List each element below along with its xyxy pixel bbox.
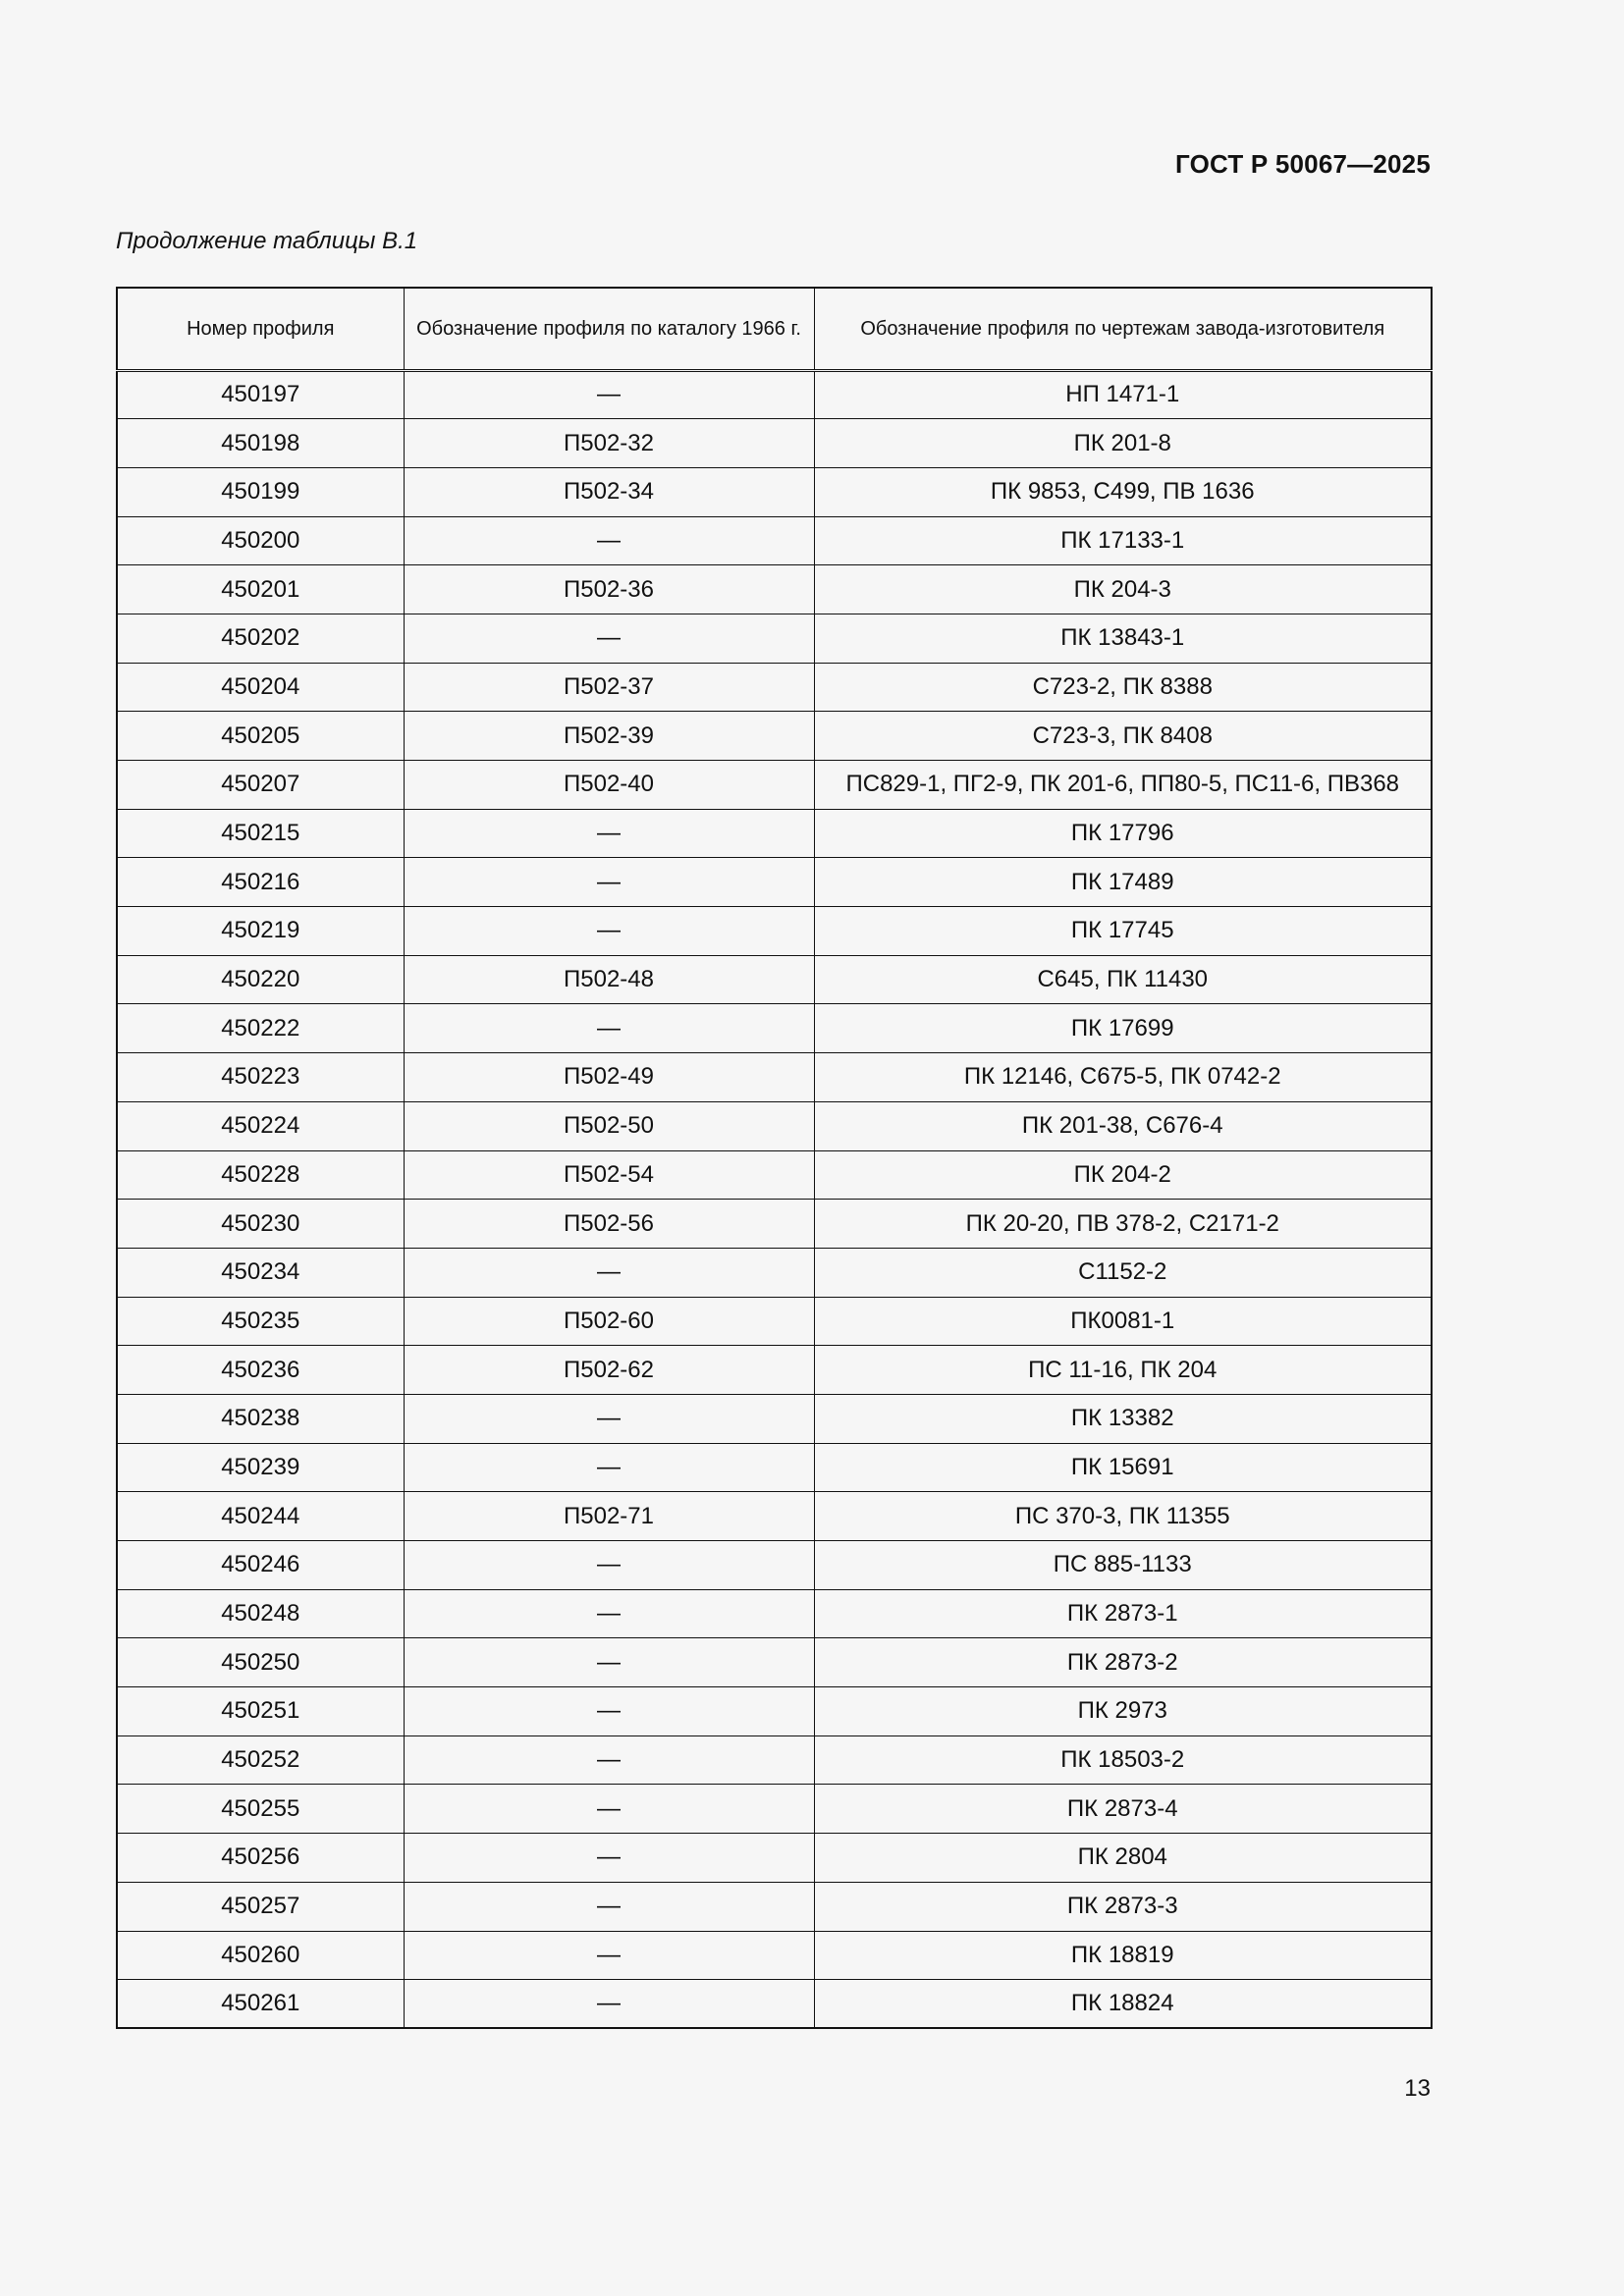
cell-profile-number: 450220 bbox=[117, 955, 404, 1004]
table-row bbox=[117, 1346, 1432, 1395]
cell-profile-number: 450215 bbox=[117, 809, 404, 858]
cell-catalog-designation: П502-32 bbox=[404, 419, 814, 468]
table-caption: Продолжение таблицы В.1 bbox=[116, 228, 418, 254]
table-row bbox=[117, 1980, 1432, 2029]
page-number: 13 bbox=[1404, 2075, 1431, 2102]
cell-profile-number: 450224 bbox=[117, 1101, 404, 1150]
cell-catalog-designation: — bbox=[404, 1980, 814, 2029]
cell-factory-designation: ПК 17489 bbox=[814, 858, 1432, 907]
cell-factory-designation: ПК0081-1 bbox=[814, 1297, 1432, 1346]
cell-catalog-designation: П502-71 bbox=[404, 1492, 814, 1541]
table-row bbox=[117, 1834, 1432, 1883]
cell-factory-designation: ПК 2973 bbox=[814, 1687, 1432, 1736]
table-row bbox=[117, 1394, 1432, 1443]
table-row bbox=[117, 761, 1432, 810]
header-row bbox=[117, 288, 1432, 370]
table-header bbox=[117, 288, 1432, 370]
cell-profile-number: 450239 bbox=[117, 1443, 404, 1492]
cell-profile-number: 450197 bbox=[117, 370, 404, 419]
table-row bbox=[117, 1004, 1432, 1053]
cell-catalog-designation: — bbox=[404, 1931, 814, 1980]
cell-catalog-designation: — bbox=[404, 370, 814, 419]
cell-profile-number: 450199 bbox=[117, 467, 404, 516]
cell-factory-designation: ПС 885-1133 bbox=[814, 1541, 1432, 1590]
cell-profile-number: 450207 bbox=[117, 761, 404, 810]
cell-profile-number: 450223 bbox=[117, 1053, 404, 1102]
cell-factory-designation: ПС 11-16, ПК 204 bbox=[814, 1346, 1432, 1395]
cell-catalog-designation: — bbox=[404, 1589, 814, 1638]
table-row bbox=[117, 614, 1432, 663]
cell-profile-number: 450201 bbox=[117, 565, 404, 614]
cell-factory-designation: ПК 201-8 bbox=[814, 419, 1432, 468]
cell-profile-number: 450246 bbox=[117, 1541, 404, 1590]
cell-catalog-designation: — bbox=[404, 1785, 814, 1834]
table-row bbox=[117, 516, 1432, 565]
cell-profile-number: 450244 bbox=[117, 1492, 404, 1541]
table-row bbox=[117, 1150, 1432, 1200]
cell-catalog-designation: П502-60 bbox=[404, 1297, 814, 1346]
table-row bbox=[117, 1687, 1432, 1736]
cell-catalog-designation: — bbox=[404, 1882, 814, 1931]
table-row bbox=[117, 907, 1432, 956]
cell-factory-designation: ПК 17745 bbox=[814, 907, 1432, 956]
table-row bbox=[117, 955, 1432, 1004]
cell-profile-number: 450256 bbox=[117, 1834, 404, 1883]
cell-factory-designation: ПК 2873-4 bbox=[814, 1785, 1432, 1834]
cell-factory-designation: ПК 204-3 bbox=[814, 565, 1432, 614]
cell-catalog-designation: П502-62 bbox=[404, 1346, 814, 1395]
cell-profile-number: 450236 bbox=[117, 1346, 404, 1395]
table-row bbox=[117, 809, 1432, 858]
cell-profile-number: 450261 bbox=[117, 1980, 404, 2029]
cell-profile-number: 450205 bbox=[117, 712, 404, 761]
cell-factory-designation: ПС829-1, ПГ2-9, ПК 201-6, ПП80-5, ПС11-6, ПВ368 bbox=[814, 761, 1432, 810]
table-row bbox=[117, 712, 1432, 761]
profile-table bbox=[116, 287, 1433, 2029]
cell-factory-designation: С1152-2 bbox=[814, 1248, 1432, 1297]
table-row bbox=[117, 1248, 1432, 1297]
cell-profile-number: 450222 bbox=[117, 1004, 404, 1053]
cell-factory-designation: ПК 2804 bbox=[814, 1834, 1432, 1883]
cell-profile-number: 450255 bbox=[117, 1785, 404, 1834]
cell-factory-designation: ПК 204-2 bbox=[814, 1150, 1432, 1200]
cell-profile-number: 450252 bbox=[117, 1735, 404, 1785]
cell-profile-number: 450198 bbox=[117, 419, 404, 468]
cell-catalog-designation: — bbox=[404, 1834, 814, 1883]
table-row bbox=[117, 1492, 1432, 1541]
table-body bbox=[117, 370, 1432, 2028]
cell-factory-designation: С723-3, ПК 8408 bbox=[814, 712, 1432, 761]
cell-catalog-designation: — bbox=[404, 1443, 814, 1492]
cell-profile-number: 450202 bbox=[117, 614, 404, 663]
table-row bbox=[117, 1541, 1432, 1590]
cell-catalog-designation: П502-49 bbox=[404, 1053, 814, 1102]
column-header-factory-designation: Обозначение профиля по чертежам завода-изготовителя bbox=[814, 288, 1432, 370]
cell-catalog-designation: П502-37 bbox=[404, 663, 814, 712]
cell-catalog-designation: — bbox=[404, 1541, 814, 1590]
table-row bbox=[117, 1053, 1432, 1102]
cell-factory-designation: ПК 13382 bbox=[814, 1394, 1432, 1443]
table-row bbox=[117, 565, 1432, 614]
cell-profile-number: 450257 bbox=[117, 1882, 404, 1931]
cell-factory-designation: ПК 17133-1 bbox=[814, 516, 1432, 565]
cell-profile-number: 450248 bbox=[117, 1589, 404, 1638]
cell-profile-number: 450200 bbox=[117, 516, 404, 565]
cell-catalog-designation: — bbox=[404, 614, 814, 663]
cell-catalog-designation: — bbox=[404, 1004, 814, 1053]
cell-profile-number: 450234 bbox=[117, 1248, 404, 1297]
cell-profile-number: 450260 bbox=[117, 1931, 404, 1980]
cell-factory-designation: ПК 2873-1 bbox=[814, 1589, 1432, 1638]
cell-factory-designation: ПК 15691 bbox=[814, 1443, 1432, 1492]
cell-factory-designation: ПК 18819 bbox=[814, 1931, 1432, 1980]
cell-catalog-designation: — bbox=[404, 516, 814, 565]
cell-profile-number: 450251 bbox=[117, 1687, 404, 1736]
table-row bbox=[117, 419, 1432, 468]
cell-factory-designation: НП 1471-1 bbox=[814, 370, 1432, 419]
cell-catalog-designation: П502-54 bbox=[404, 1150, 814, 1200]
document-code: ГОСТ Р 50067—2025 bbox=[1175, 149, 1431, 179]
cell-profile-number: 450219 bbox=[117, 907, 404, 956]
cell-factory-designation: ПС 370-3, ПК 11355 bbox=[814, 1492, 1432, 1541]
cell-catalog-designation: — bbox=[404, 1394, 814, 1443]
table-row bbox=[117, 1101, 1432, 1150]
cell-catalog-designation: П502-36 bbox=[404, 565, 814, 614]
column-header-profile-number: Номер профиля bbox=[117, 288, 404, 370]
cell-catalog-designation: П502-40 bbox=[404, 761, 814, 810]
cell-catalog-designation: П502-56 bbox=[404, 1200, 814, 1249]
table-row bbox=[117, 1735, 1432, 1785]
cell-factory-designation: ПК 17699 bbox=[814, 1004, 1432, 1053]
table-row bbox=[117, 1638, 1432, 1687]
cell-factory-designation: С645, ПК 11430 bbox=[814, 955, 1432, 1004]
table-row bbox=[117, 1443, 1432, 1492]
cell-profile-number: 450230 bbox=[117, 1200, 404, 1249]
table-row bbox=[117, 1785, 1432, 1834]
table-row bbox=[117, 370, 1432, 419]
cell-factory-designation: ПК 2873-3 bbox=[814, 1882, 1432, 1931]
cell-factory-designation: ПК 2873-2 bbox=[814, 1638, 1432, 1687]
cell-factory-designation: ПК 20-20, ПВ 378-2, С2171-2 bbox=[814, 1200, 1432, 1249]
table-row bbox=[117, 858, 1432, 907]
table-row bbox=[117, 1200, 1432, 1249]
cell-catalog-designation: П502-50 bbox=[404, 1101, 814, 1150]
cell-catalog-designation: — bbox=[404, 1248, 814, 1297]
cell-profile-number: 450204 bbox=[117, 663, 404, 712]
cell-factory-designation: ПК 13843-1 bbox=[814, 614, 1432, 663]
cell-factory-designation: ПК 12146, С675-5, ПК 0742-2 bbox=[814, 1053, 1432, 1102]
cell-catalog-designation: П502-34 bbox=[404, 467, 814, 516]
cell-catalog-designation: П502-48 bbox=[404, 955, 814, 1004]
table-row bbox=[117, 467, 1432, 516]
cell-catalog-designation: П502-39 bbox=[404, 712, 814, 761]
table-row bbox=[117, 1931, 1432, 1980]
cell-factory-designation: ПК 9853, С499, ПВ 1636 bbox=[814, 467, 1432, 516]
cell-profile-number: 450250 bbox=[117, 1638, 404, 1687]
cell-factory-designation: ПК 18824 bbox=[814, 1980, 1432, 2029]
cell-catalog-designation: — bbox=[404, 907, 814, 956]
cell-catalog-designation: — bbox=[404, 858, 814, 907]
table-row bbox=[117, 663, 1432, 712]
cell-profile-number: 450216 bbox=[117, 858, 404, 907]
table-row bbox=[117, 1882, 1432, 1931]
cell-profile-number: 450238 bbox=[117, 1394, 404, 1443]
cell-catalog-designation: — bbox=[404, 1735, 814, 1785]
table-row bbox=[117, 1297, 1432, 1346]
cell-factory-designation: С723-2, ПК 8388 bbox=[814, 663, 1432, 712]
cell-factory-designation: ПК 18503-2 bbox=[814, 1735, 1432, 1785]
cell-factory-designation: ПК 17796 bbox=[814, 809, 1432, 858]
cell-catalog-designation: — bbox=[404, 1638, 814, 1687]
cell-profile-number: 450228 bbox=[117, 1150, 404, 1200]
cell-catalog-designation: — bbox=[404, 809, 814, 858]
cell-factory-designation: ПК 201-38, С676-4 bbox=[814, 1101, 1432, 1150]
cell-catalog-designation: — bbox=[404, 1687, 814, 1736]
cell-profile-number: 450235 bbox=[117, 1297, 404, 1346]
column-header-catalog-designation: Обозначение профиля по каталогу 1966 г. bbox=[404, 288, 814, 370]
table-row bbox=[117, 1589, 1432, 1638]
